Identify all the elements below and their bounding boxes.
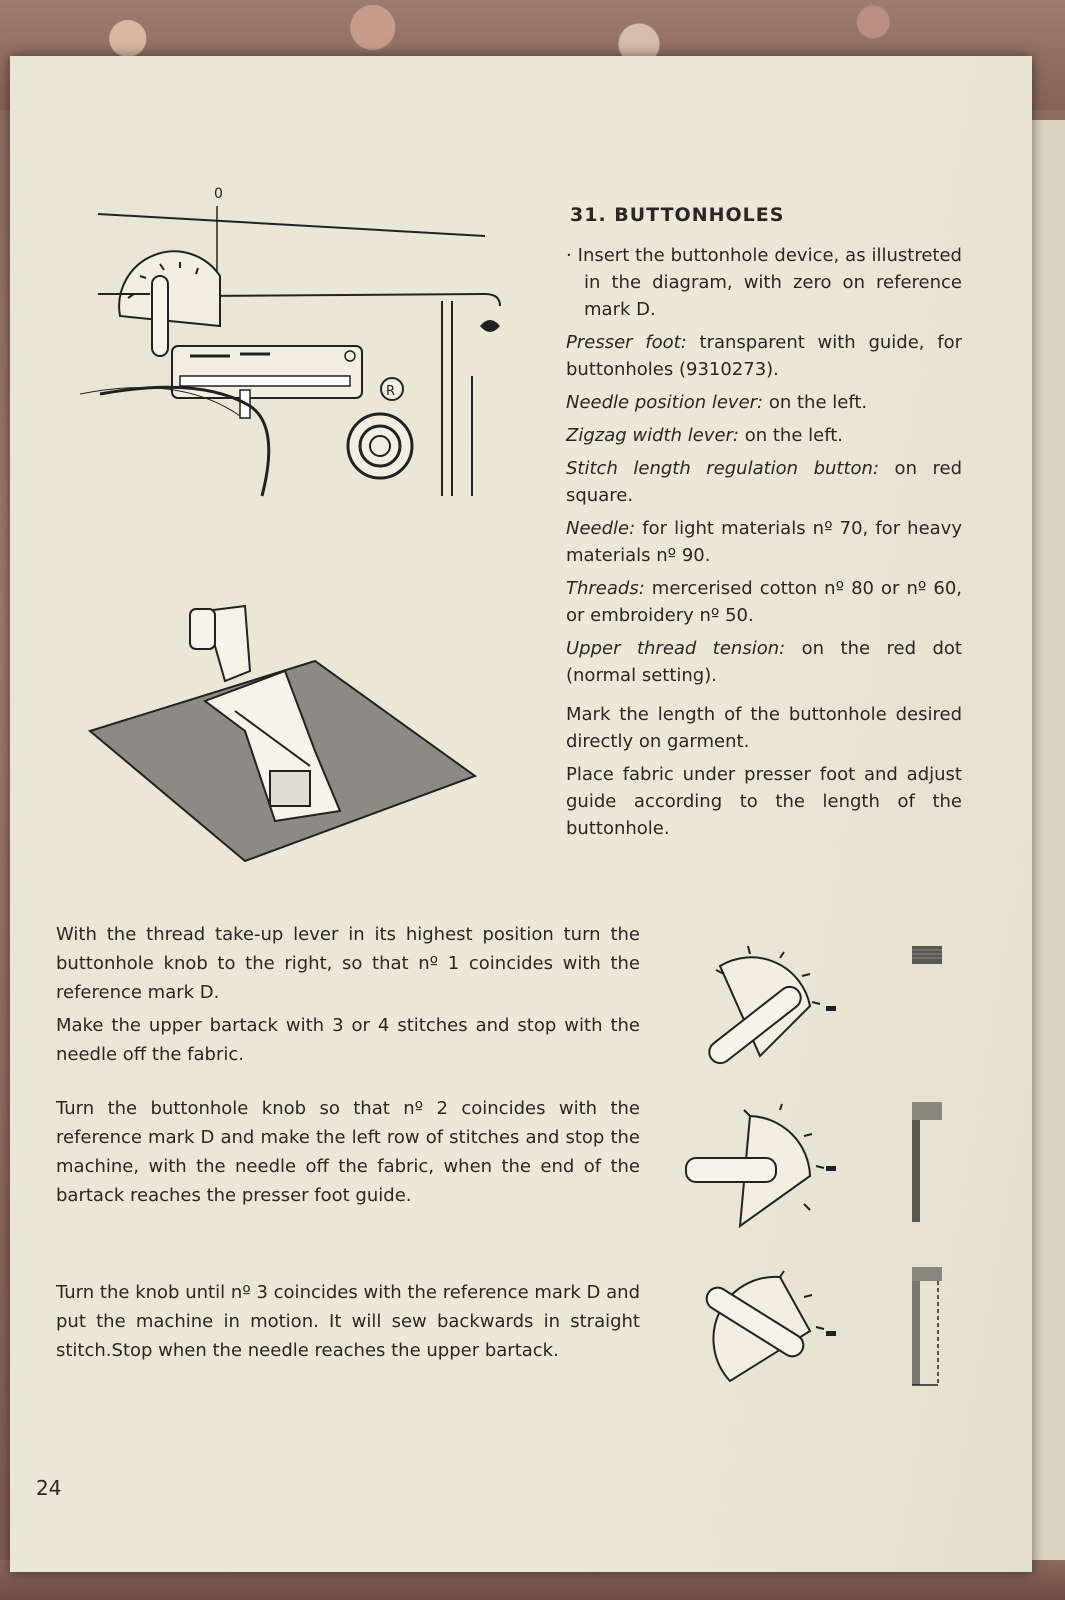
- section-title: 31. BUTTONHOLES: [570, 204, 785, 226]
- intro-paragraph: · Insert the buttonhole device, as illustreted in the diagram, with zero on reference mark D.: [566, 245, 962, 320]
- setting-needle-position: [566, 389, 962, 416]
- step-3-text: Turn the buttonhole knob so that nº 2 coincides with the reference mark D and make the left row of stitches and stop the machine, with the needle off the fabric, when the end of the bartack reaches the presser foot guide.: [56, 1098, 640, 1206]
- setting-needle: [566, 515, 962, 569]
- step-4-text: Turn the knob until nº 3 coincides with the reference mark D and put the machine in motion. It will sew backwards in straight stitch.Stop when the needle reaches the upper bartack.: [56, 1282, 640, 1361]
- setting-value: on the left.: [739, 425, 844, 446]
- instructions-column: [566, 242, 962, 848]
- setting-thread-tension: [566, 635, 962, 689]
- setting-value: on red square.: [566, 458, 962, 506]
- setting-label: Presser foot:: [566, 332, 687, 353]
- setting-value: mercerised cotton nº 80 or nº 60, or embroidery nº 50.: [566, 578, 962, 626]
- setting-threads: [566, 575, 962, 629]
- setting-value: on the left.: [763, 392, 868, 413]
- presser-foot-illustration: [85, 601, 485, 881]
- place-paragraph: Place fabric under presser foot and adjust guide according to the length of the buttonhole.: [566, 764, 962, 839]
- knob-position-3-diagram: [680, 1261, 980, 1411]
- setting-label: Zigzag width lever:: [566, 425, 739, 446]
- setting-label: Needle:: [566, 518, 636, 539]
- setting-label: Needle position lever:: [566, 392, 764, 413]
- manual-page: [10, 56, 1032, 1572]
- page-number: 24: [36, 1476, 62, 1500]
- setting-label: Threads:: [566, 578, 645, 599]
- r-mark-label: R: [386, 384, 396, 399]
- step-block-2: [56, 1094, 640, 1214]
- setting-zigzag-width: [566, 422, 962, 449]
- setting-value: for light materials nº 70, for heavy materials nº 90.: [566, 518, 962, 566]
- buttonhole-device-diagram: [80, 176, 540, 506]
- setting-stitch-length: [566, 455, 962, 509]
- mark-paragraph: Mark the length of the buttonhole desired directly on garment.: [566, 704, 962, 752]
- step-block-1: [56, 920, 640, 1073]
- knob-position-1-diagram: [680, 936, 980, 1076]
- intro-text: Insert the buttonhole device, as illustreted in the diagram, with zero on reference mark D.: [577, 245, 962, 320]
- setting-value: transparent with guide, for buttonholes (9310273).: [566, 332, 962, 380]
- step-block-3: [56, 1278, 640, 1369]
- setting-label: Upper thread tension:: [566, 638, 786, 659]
- step-2-text: Make the upper bartack with 3 or 4 stitches and stop with the needle off the fabric.: [56, 1015, 640, 1065]
- setting-presser-foot: [566, 329, 962, 383]
- zero-mark-label: 0: [214, 186, 223, 202]
- next-page-edge: [1030, 120, 1065, 1560]
- step-1-text: With the thread take-up lever in its highest position turn the buttonhole knob to the right, so that nº 1 coincides with the reference mark D.: [56, 924, 640, 1003]
- setting-label: Stitch length regulation button:: [566, 458, 880, 479]
- knob-position-2-diagram: [680, 1096, 980, 1246]
- setting-value: on the red dot (normal setting).: [566, 638, 962, 686]
